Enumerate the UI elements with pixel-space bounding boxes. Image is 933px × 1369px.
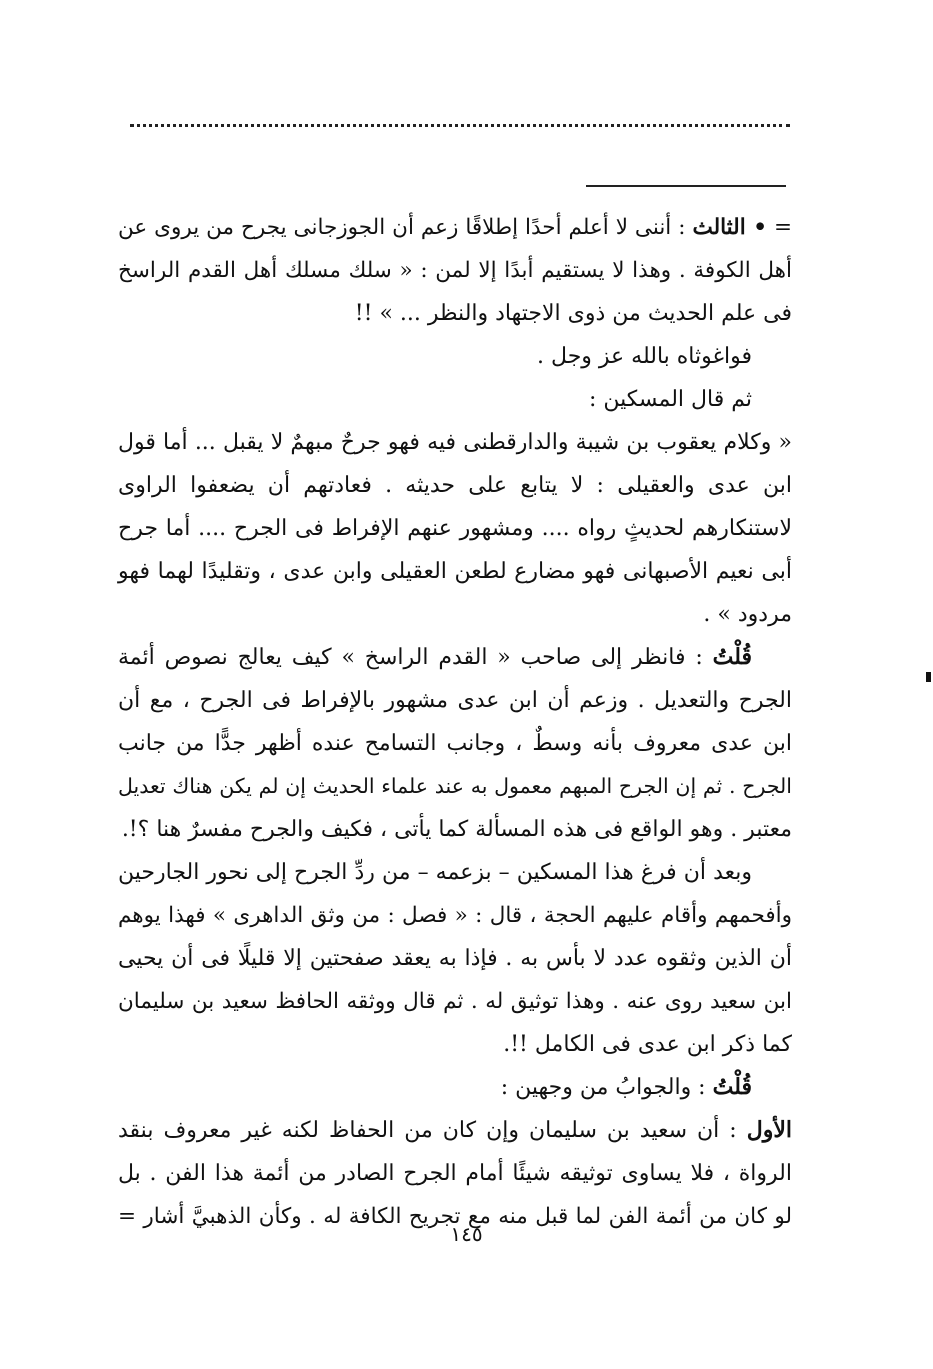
text-line: = • الثالث : أننى لا أعلم أحدًا إطلاقًا زعم أن الجوزجانى يجرح من يروى عن bbox=[118, 215, 793, 240]
text-line: لو كان من أئمة الفن لما قبل منه مع تجريح الكافة له . وكأن الذهبيَّ أشار = bbox=[118, 1204, 792, 1229]
text-line: كما ذكر ابن عدى فى الكامل !!. bbox=[503, 1032, 792, 1057]
page-number: ١٤٥ bbox=[450, 1222, 483, 1246]
text-line: ابن سعيد روى عنه . وهذا توثيق له . ثم قال ووثقه الحافظ سعيد بن سليمان bbox=[118, 989, 792, 1014]
text-line: فى علم الحديث من ذوى الاجتهاد والنظر ... » !! bbox=[354, 301, 792, 326]
text-line: الرواة ، فلا يساوى توثيقه شيئًا أمام الجرح الصادر من أئمة هذا الفن . بل bbox=[118, 1161, 792, 1186]
text-line: وبعد أن فرغ هذا المسكين – بزعمه – من ردِّ الجرح إلى نحور الجارحين bbox=[118, 860, 752, 885]
text-line: ثم قال المسكين : bbox=[588, 387, 752, 412]
text-line: قُلْتُ : والجوابُ من وجهين : bbox=[500, 1074, 752, 1100]
text-line: أن الذين وثقوه عدد لا بأس به . فإذا به يعقد صفحتين إلا قليلًا فى أن يحيى bbox=[118, 946, 792, 971]
dotted-separator bbox=[130, 124, 790, 127]
text-line: « وكلام يعقوب بن شيبة والدارقطنى فيه فهو جرحٌ مبهمٌ لا يقبل ... أما قول bbox=[118, 430, 792, 455]
scan-edge-mark bbox=[926, 672, 931, 682]
text-line: قُلْتُ : فانظر إلى صاحب « القدم الراسخ » كيف يعالج نصوص أئمة bbox=[118, 644, 752, 670]
text-line: لاستنكارهم لحديثٍ رواه .... ومشهور عنهم الإفراط فى الجرح .... أما جرح bbox=[118, 516, 792, 541]
text-line: الجرح . ثم إن الجرح المبهم معمول به عند علماء الحديث إن لم يكن هناك تعديل bbox=[118, 774, 792, 798]
footnote-text bbox=[118, 206, 792, 1238]
text-line: أبى نعيم الأصبهانى فهو مضارع لطعن العقيلى وابن عدى ، وتقليدًا لهما فهو bbox=[118, 559, 792, 584]
text-line: معتبر . وهو الواقع فى هذه المسألة كما يأتى ، فكيف والجرح مفسرٌ هنا ؟!. bbox=[121, 817, 792, 842]
text-line: ابن عدى والعقيلى : لا يتابع على حديثه . فعادتهم أن يضعفوا الراوى bbox=[118, 473, 792, 498]
text-line: فواغوثاه بالله عز وجل . bbox=[537, 344, 752, 369]
text-line: الأول : أن سعيد بن سليمان وإن كان من الحفاظ لكنه غير معروف بنقد bbox=[118, 1117, 792, 1143]
text-line: مردود » . bbox=[703, 602, 792, 627]
text-line: أهل الكوفة . وهذا لا يستقيم أبدًا إلا لمن : « سلك مسلك أهل القدم الراسخ bbox=[118, 258, 792, 283]
text-line: ابن عدى معروف بأنه وسطٌ ، وجانب التسامح عنده أظهر جدًّا من جانب bbox=[118, 731, 792, 756]
text-line: وأفحمهم وأقام عليهم الحجة ، قال : « فصل : من وثق الداهرى » فهذا يوهم bbox=[118, 903, 792, 928]
footnote-separator bbox=[586, 185, 786, 187]
text-line: الجرح والتعديل . وزعم أن ابن عدى مشهور بالإفراط فى الجرح ، مع أن bbox=[118, 688, 792, 713]
